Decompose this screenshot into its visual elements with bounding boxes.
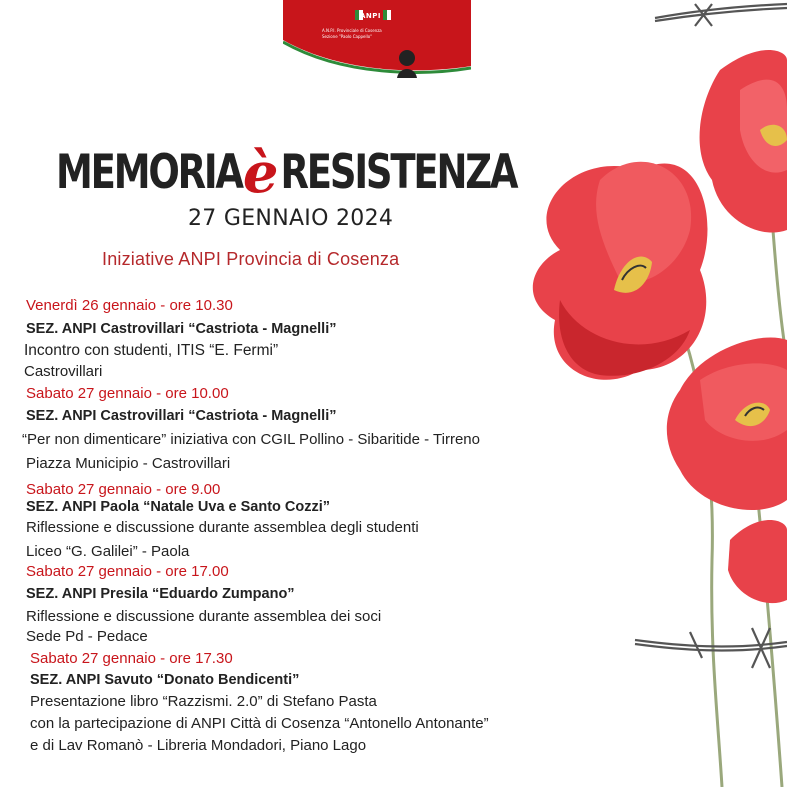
barbed-wire bbox=[655, 4, 787, 26]
event-section: SEZ. ANPI Castrovillari “Castriota - Magnelli” bbox=[26, 321, 337, 337]
event-datetime: Venerdì 26 gennaio - ore 10.30 bbox=[26, 297, 233, 314]
event-detail: Sede Pd - Pedace bbox=[26, 628, 148, 645]
title-resistenza: RESISTENZA bbox=[280, 144, 517, 200]
event-section: SEZ. ANPI Presila “Eduardo Zumpano” bbox=[26, 586, 295, 602]
event-detail: Castrovillari bbox=[24, 363, 103, 380]
event-detail: con la partecipazione di ANPI Città di Cosenza “Antonello Antonante” bbox=[30, 715, 489, 732]
event-detail: Piazza Municipio - Castrovillari bbox=[26, 455, 231, 472]
event-datetime: Sabato 27 gennaio - ore 17.30 bbox=[30, 650, 233, 667]
event-detail: Riflessione e discussione durante assemblea degli studenti bbox=[26, 519, 419, 536]
event-section: SEZ. ANPI Paola “Natale Uva e Santo Cozzi” bbox=[26, 499, 331, 515]
poppy-flower bbox=[728, 520, 787, 603]
logo-line: Sezione "Paolo Cappello" bbox=[322, 34, 373, 39]
poppy-flower bbox=[700, 50, 787, 233]
event-detail: Liceo “G. Galilei” - Paola bbox=[26, 543, 190, 560]
poster-subtitle: Iniziative ANPI Provincia di Cosenza bbox=[102, 249, 400, 269]
logo-line: A.N.P.I. Provinciale di Cosenza bbox=[322, 28, 382, 33]
event-detail: Incontro con studenti, ITIS “E. Fermi” bbox=[24, 342, 279, 359]
event-detail: Riflessione e discussione durante assemblea dei soci bbox=[26, 608, 382, 625]
event-section: SEZ. ANPI Castrovillari “Castriota - Magnelli” bbox=[26, 408, 337, 424]
poppy-flower bbox=[667, 337, 787, 510]
event-datetime: Sabato 27 gennaio - ore 9.00 bbox=[26, 481, 221, 498]
event-detail: e di Lav Romanò - Libreria Mondadori, Piano Lago bbox=[30, 737, 367, 754]
poster-title bbox=[56, 132, 576, 206]
event-section: SEZ. ANPI Savuto “Donato Bendicenti” bbox=[30, 672, 300, 688]
event-datetime: Sabato 27 gennaio - ore 10.00 bbox=[26, 385, 229, 402]
event-datetime: Sabato 27 gennaio - ore 17.00 bbox=[26, 563, 229, 580]
event-date: 27 GENNAIO 2024 bbox=[188, 206, 394, 231]
event-detail: “Per non dimenticare” iniziativa con CGIL Pollino - Sibaritide - Tirreno bbox=[22, 431, 480, 448]
title-memoria: MEMORIA bbox=[56, 144, 242, 200]
title-e: è bbox=[242, 140, 279, 206]
event-detail: Presentazione libro “Razzismi. 2.0” di Stefano Pasta bbox=[30, 693, 377, 710]
logo-caption bbox=[322, 28, 442, 40]
logo-mark: ANPI bbox=[360, 12, 382, 20]
